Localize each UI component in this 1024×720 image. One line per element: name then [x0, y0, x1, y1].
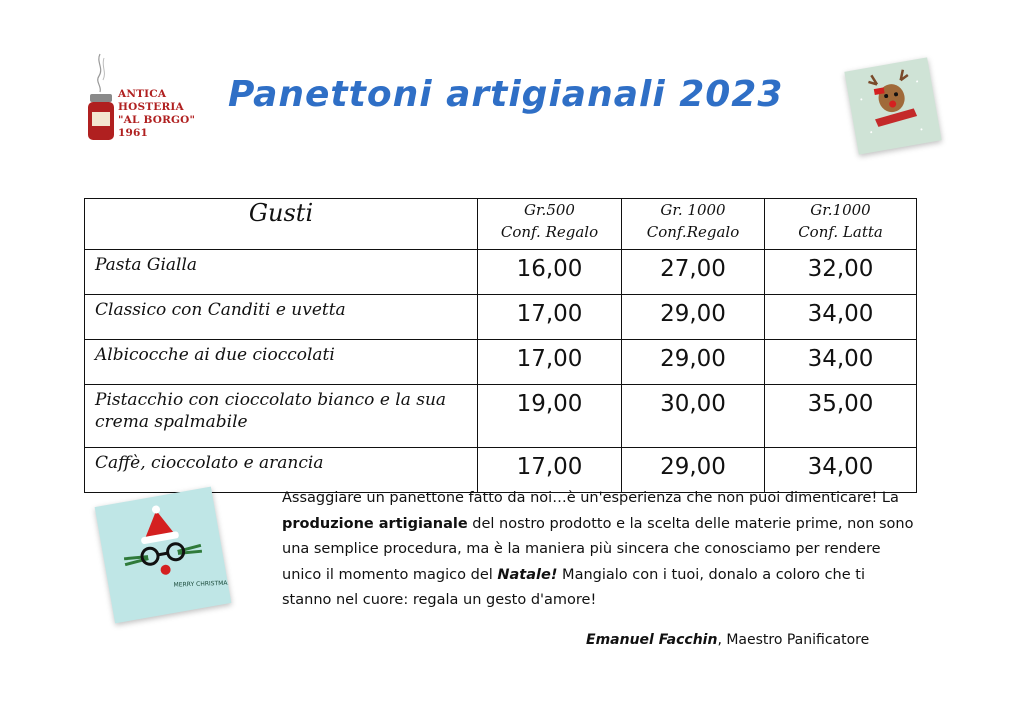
price-cell: 32,00 — [765, 250, 917, 295]
price-cell: 16,00 — [478, 250, 622, 295]
price-cell: 30,00 — [622, 385, 765, 448]
flavor-cell: Classico con Canditi e uvetta — [85, 295, 478, 340]
price-cell: 29,00 — [622, 340, 765, 385]
header-column — [622, 199, 765, 250]
header-flavors: Gusti — [85, 199, 478, 250]
reindeer-card-image — [844, 57, 941, 154]
blurb-text: Mangialo con i tuoi, donalo a coloro che ti stanno nel cuore: regala un gesto d'amore! — [282, 566, 865, 608]
description-paragraph — [282, 486, 918, 614]
logo-line: ANTICA — [118, 88, 167, 100]
page-title: Panettoni artigianali 2023 — [228, 74, 784, 115]
flavor-cell: Albicocche ai due cioccolati — [85, 340, 478, 385]
header-column — [765, 199, 917, 250]
signature-role: , Maestro Panificatore — [717, 632, 870, 648]
price-cell: 27,00 — [622, 250, 765, 295]
blurb-bold: Natale! — [497, 566, 558, 583]
price-cell: 29,00 — [622, 295, 765, 340]
price-table — [84, 198, 917, 493]
header-package: Conf.Regalo — [646, 223, 740, 241]
price-cell: 34,00 — [765, 448, 917, 493]
table-header-row — [85, 199, 917, 250]
price-cell: 29,00 — [622, 448, 765, 493]
christmas-card-image — [95, 487, 232, 624]
price-cell: 17,00 — [478, 448, 622, 493]
logo-line: 1961 — [118, 127, 149, 139]
price-cell: 17,00 — [478, 295, 622, 340]
merry-christmas-label: MERRY CHRISTMAS — [173, 579, 232, 589]
signature — [586, 632, 916, 648]
blurb-text: del nostro prodotto e la scelta delle materie prime, non sono una semplice procedura, ma è la maniera più sincera che conosciamo per rendere unico il momento magico del — [282, 515, 914, 583]
header-weight: Gr.1000 — [810, 201, 871, 219]
table-row — [85, 385, 917, 448]
price-cell: 34,00 — [765, 295, 917, 340]
flavor-cell: Caffè, cioccolato e arancia — [85, 448, 478, 493]
price-cell: 19,00 — [478, 385, 622, 448]
price-cell: 35,00 — [765, 385, 917, 448]
table-row — [85, 340, 917, 385]
table-row — [85, 250, 917, 295]
table-row — [85, 295, 917, 340]
header-column — [478, 199, 622, 250]
blurb-bold: produzione artigianale — [282, 515, 468, 532]
logo-line: "AL BORGO" — [118, 114, 196, 126]
jar-logo-icon — [82, 52, 118, 144]
price-cell: 34,00 — [765, 340, 917, 385]
flavor-cell: Pasta Gialla — [85, 250, 478, 295]
header-weight: Gr.500 — [524, 201, 575, 219]
flavor-cell: Pistacchio con cioccolato bianco e la sua crema spalmabile — [85, 385, 478, 448]
header-package: Conf. Regalo — [500, 223, 599, 241]
price-cell: 17,00 — [478, 340, 622, 385]
header-package: Conf. Latta — [798, 223, 883, 241]
reindeer-icon — [844, 57, 941, 154]
logo-line: HOSTERIA — [118, 101, 184, 113]
header-weight: Gr. 1000 — [660, 201, 726, 219]
hosteria-logo — [78, 52, 198, 144]
santa-face-icon — [95, 487, 232, 624]
signature-name: Emanuel Facchin — [586, 632, 718, 648]
logo-text — [118, 88, 195, 140]
blurb-text: Assaggiare un panettone fatto da noi…è un'esperienza che non puoi dimenticare! La — [282, 490, 899, 506]
